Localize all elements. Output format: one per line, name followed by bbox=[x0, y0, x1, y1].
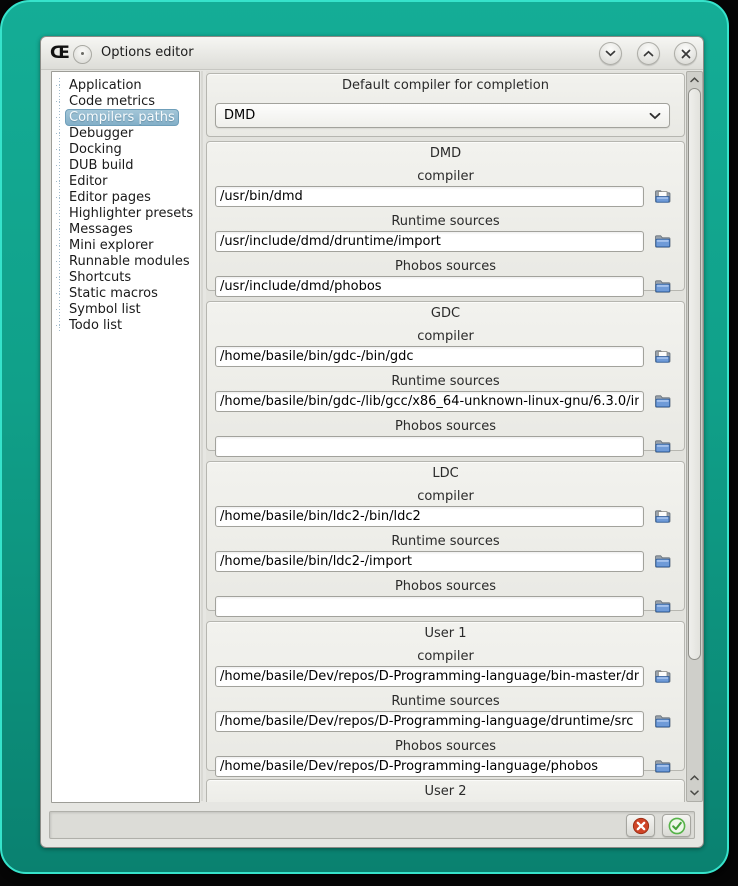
gdc-compiler-input[interactable] bbox=[215, 346, 644, 367]
open-file-icon bbox=[654, 509, 671, 524]
sidebar-item-label: DUB build bbox=[69, 157, 134, 173]
field-label-compiler: compiler bbox=[417, 329, 474, 344]
tree-branch-icon bbox=[56, 165, 62, 166]
cancel-button[interactable] bbox=[626, 814, 655, 837]
sidebar-item-label: Static macros bbox=[69, 285, 158, 301]
sidebar-item-editor[interactable] bbox=[56, 173, 199, 189]
group-default-compiler-for-completion bbox=[206, 73, 685, 137]
group-ldc bbox=[206, 461, 685, 611]
tree-branch-icon bbox=[56, 245, 62, 246]
tree-branch-icon bbox=[56, 293, 62, 294]
dialog-footer bbox=[49, 811, 695, 839]
tree-branch-icon bbox=[56, 197, 62, 198]
sidebar-item-label: Mini explorer bbox=[69, 237, 154, 253]
browse-folder-button[interactable] bbox=[651, 551, 673, 572]
scroll-up-button[interactable] bbox=[687, 73, 702, 87]
field-row bbox=[215, 596, 676, 617]
close-button[interactable] bbox=[674, 42, 697, 65]
options-viewport bbox=[206, 71, 685, 802]
scroll-down-button[interactable] bbox=[687, 786, 702, 800]
chevron-down-icon bbox=[649, 112, 661, 120]
tree-branch-icon bbox=[56, 181, 62, 182]
sidebar-item-dub-build[interactable] bbox=[56, 157, 199, 173]
browse-folder-button[interactable] bbox=[651, 436, 673, 457]
field-label-phobos-sources: Phobos sources bbox=[394, 259, 497, 274]
chevron-up-icon bbox=[690, 77, 699, 83]
dmd-compiler-input[interactable] bbox=[215, 186, 644, 207]
chevron-down-icon bbox=[690, 790, 699, 796]
field-label-phobos-sources: Phobos sources bbox=[394, 739, 497, 754]
browse-folder-button[interactable] bbox=[651, 711, 673, 732]
sidebar-item-highlighter-presets[interactable] bbox=[56, 205, 199, 221]
folder-icon bbox=[654, 394, 671, 409]
sidebar-item-label: Messages bbox=[69, 221, 133, 237]
field-row bbox=[215, 436, 676, 457]
user-1-runtime-sources-input[interactable] bbox=[215, 711, 644, 732]
sidebar-item-runnable-modules[interactable] bbox=[56, 253, 199, 269]
folder-icon bbox=[654, 554, 671, 569]
tree-branch-icon bbox=[56, 261, 62, 262]
sidebar-item-label: Todo list bbox=[69, 317, 123, 333]
titlebar[interactable] bbox=[41, 37, 703, 70]
sidebar-tree bbox=[52, 72, 199, 333]
browse-file-button[interactable] bbox=[651, 186, 673, 207]
tree-branch-icon bbox=[56, 229, 62, 230]
field-label-runtime-sources: Runtime sources bbox=[391, 214, 500, 229]
field-row bbox=[215, 711, 676, 732]
tree-branch-icon bbox=[56, 133, 62, 134]
browse-folder-button[interactable] bbox=[651, 276, 673, 297]
sidebar-item-label: Compilers paths bbox=[65, 109, 179, 126]
sidebar-item-editor-pages[interactable] bbox=[56, 189, 199, 205]
ldc-runtime-sources-input[interactable] bbox=[215, 551, 644, 572]
folder-icon bbox=[654, 439, 671, 454]
field-label-runtime-sources: Runtime sources bbox=[391, 374, 500, 389]
sidebar-item-label: Shortcuts bbox=[69, 269, 132, 285]
sidebar-item-messages[interactable] bbox=[56, 221, 199, 237]
sidebar-item-label: Code metrics bbox=[69, 93, 156, 109]
browse-file-button[interactable] bbox=[651, 506, 673, 527]
folder-icon bbox=[654, 234, 671, 249]
tree-branch-icon bbox=[56, 117, 62, 118]
browse-folder-button[interactable] bbox=[651, 391, 673, 412]
sidebar-item-debugger[interactable] bbox=[56, 125, 199, 141]
field-row bbox=[215, 551, 676, 572]
accept-check-icon bbox=[668, 817, 686, 835]
field-label-compiler: compiler bbox=[417, 169, 474, 184]
chevron-down-icon bbox=[605, 50, 616, 57]
sidebar-item-shortcuts[interactable] bbox=[56, 269, 199, 285]
dmd-runtime-sources-input[interactable] bbox=[215, 231, 644, 252]
open-file-icon bbox=[654, 669, 671, 684]
field-row bbox=[215, 506, 676, 527]
tree-branch-icon bbox=[56, 325, 62, 326]
folder-icon bbox=[654, 759, 671, 774]
default-compiler-select[interactable] bbox=[215, 103, 670, 128]
group-user-1 bbox=[206, 621, 685, 771]
ldc-compiler-input[interactable] bbox=[215, 506, 644, 527]
sidebar-item-mini-explorer[interactable] bbox=[56, 237, 199, 253]
field-label-phobos-sources: Phobos sources bbox=[394, 579, 497, 594]
field-label-runtime-sources: Runtime sources bbox=[391, 694, 500, 709]
folder-icon bbox=[654, 599, 671, 614]
tree-branch-icon bbox=[56, 149, 62, 150]
sidebar-item-compilers-paths[interactable] bbox=[56, 109, 199, 125]
scroll-up-button-bottom[interactable] bbox=[687, 771, 702, 785]
group-title: DMD bbox=[429, 146, 462, 161]
sidebar-item-code-metrics[interactable] bbox=[56, 93, 199, 109]
gdc-phobos-sources-input[interactable] bbox=[215, 436, 644, 457]
dmd-phobos-sources-input[interactable] bbox=[215, 276, 644, 297]
scrollbar-thumb[interactable] bbox=[688, 88, 701, 660]
shade-button[interactable] bbox=[599, 42, 622, 65]
field-label-phobos-sources: Phobos sources bbox=[394, 419, 497, 434]
sidebar-item-label: Symbol list bbox=[69, 301, 141, 317]
group-title: GDC bbox=[430, 306, 461, 321]
sidebar-item-label: Docking bbox=[69, 141, 122, 157]
close-icon bbox=[681, 49, 691, 59]
tree-branch-icon bbox=[56, 213, 62, 214]
window-title: Options editor bbox=[101, 45, 194, 60]
browse-file-button[interactable] bbox=[651, 666, 673, 687]
user-1-phobos-sources-input[interactable] bbox=[215, 756, 644, 777]
chevron-up-icon bbox=[690, 775, 699, 781]
open-file-icon bbox=[654, 349, 671, 364]
group-title: LDC bbox=[432, 466, 459, 481]
group-user-2 bbox=[206, 779, 685, 802]
field-row bbox=[215, 186, 676, 207]
category-sidebar bbox=[51, 71, 200, 803]
sidebar-item-todo-list[interactable] bbox=[56, 317, 199, 333]
folder-icon bbox=[654, 714, 671, 729]
sidebar-item-label: Highlighter presets bbox=[69, 205, 194, 221]
field-row bbox=[215, 756, 676, 777]
sidebar-item-label: Runnable modules bbox=[69, 253, 190, 269]
group-title: User 1 bbox=[424, 626, 467, 641]
window-menu-button[interactable] bbox=[73, 45, 92, 64]
sidebar-item-application[interactable] bbox=[56, 77, 199, 93]
field-label-compiler: compiler bbox=[417, 649, 474, 664]
tree-branch-icon bbox=[56, 309, 62, 310]
user-1-compiler-input[interactable] bbox=[215, 666, 644, 687]
open-file-icon bbox=[654, 189, 671, 204]
browse-file-button[interactable] bbox=[651, 346, 673, 367]
sidebar-item-label: Editor pages bbox=[69, 189, 151, 205]
splitter[interactable] bbox=[201, 71, 203, 801]
options-editor-window bbox=[40, 36, 704, 848]
browse-folder-button[interactable] bbox=[651, 231, 673, 252]
sidebar-item-label: Application bbox=[69, 77, 142, 93]
field-row bbox=[215, 391, 676, 412]
field-label-compiler: compiler bbox=[417, 489, 474, 504]
accept-button[interactable] bbox=[662, 814, 691, 837]
sidebar-item-docking[interactable] bbox=[56, 141, 199, 157]
sidebar-item-label: Editor bbox=[69, 173, 108, 189]
tree-branch-icon bbox=[56, 85, 62, 86]
tree-branch-icon bbox=[56, 277, 62, 278]
group-gdc bbox=[206, 301, 685, 451]
cancel-cross-icon bbox=[632, 817, 650, 835]
sidebar-item-static-macros[interactable] bbox=[56, 285, 199, 301]
gdc-runtime-sources-input[interactable] bbox=[215, 391, 644, 412]
field-row bbox=[215, 231, 676, 252]
folder-icon bbox=[654, 279, 671, 294]
tree-branch-icon bbox=[56, 101, 62, 102]
selected-compiler-value: DMD bbox=[224, 108, 256, 123]
group-title: User 2 bbox=[424, 784, 467, 799]
sidebar-item-symbol-list[interactable] bbox=[56, 301, 199, 317]
browse-folder-button[interactable] bbox=[651, 596, 673, 617]
vertical-scrollbar[interactable] bbox=[686, 71, 703, 802]
field-row bbox=[215, 666, 676, 687]
ldc-phobos-sources-input[interactable] bbox=[215, 596, 644, 617]
field-row bbox=[215, 276, 676, 297]
group-title: Default compiler for completion bbox=[342, 78, 549, 93]
chevron-up-icon bbox=[643, 50, 654, 57]
app-logo-icon: Œ bbox=[50, 43, 70, 63]
field-label-runtime-sources: Runtime sources bbox=[391, 534, 500, 549]
unshade-button[interactable] bbox=[637, 42, 660, 65]
field-row bbox=[215, 346, 676, 367]
group-dmd bbox=[206, 141, 685, 291]
sidebar-item-label: Debugger bbox=[69, 125, 134, 141]
browse-folder-button[interactable] bbox=[651, 756, 673, 777]
